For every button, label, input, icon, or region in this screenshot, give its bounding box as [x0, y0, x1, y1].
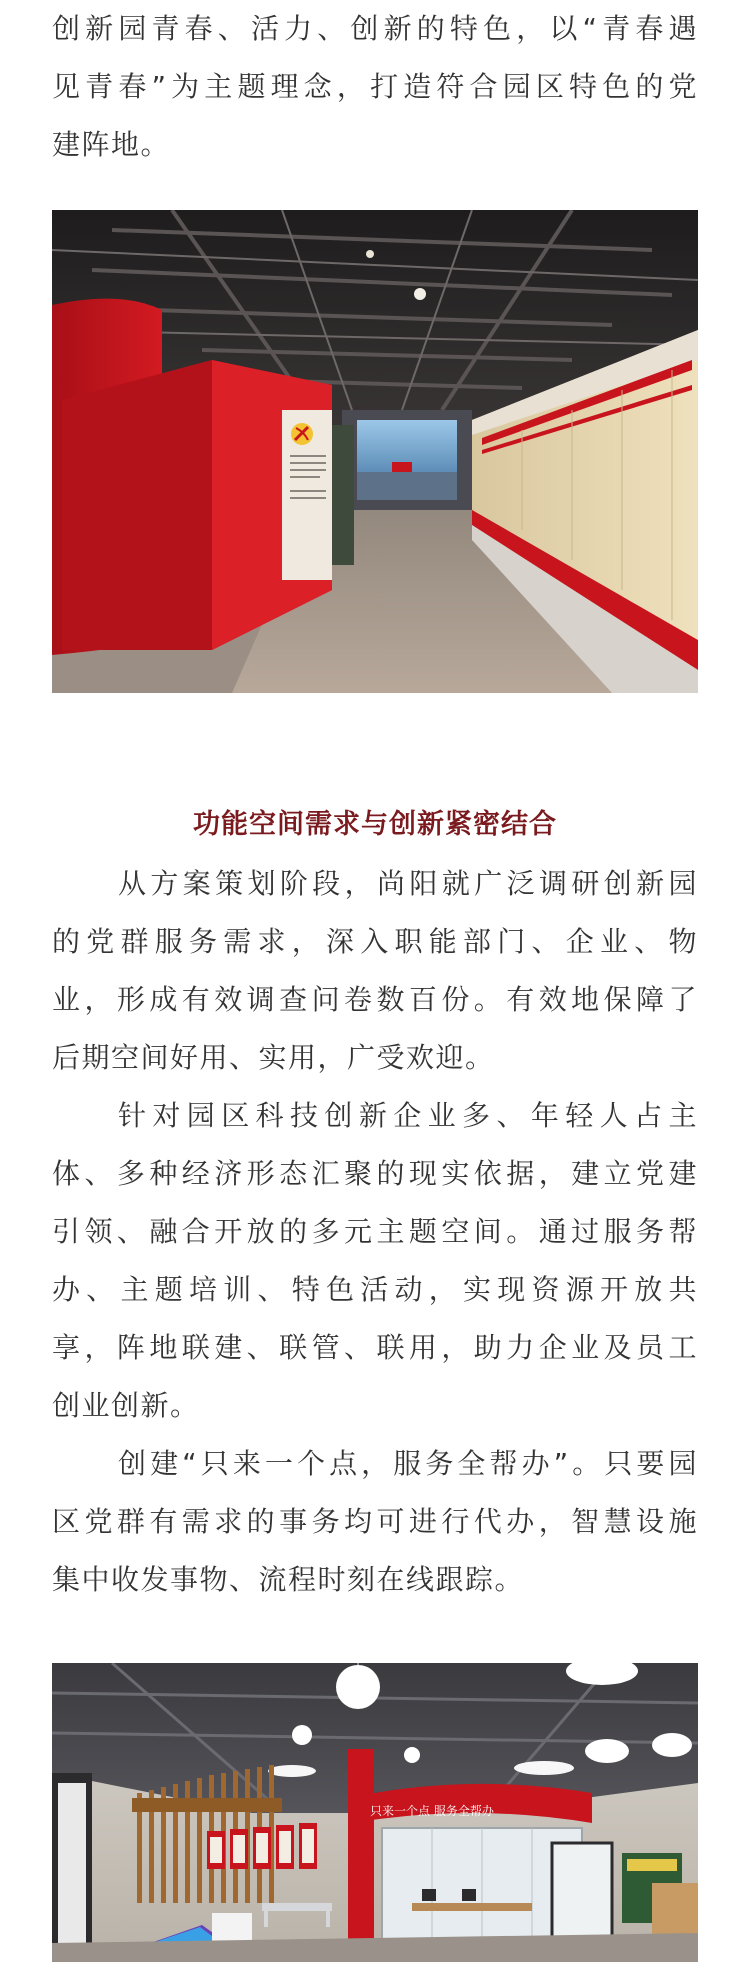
paragraph-line: 引领、融合开放的多元主题空间。通过服务帮: [52, 1215, 698, 1248]
intro-line: 创新园青春、活力、创新的特色，以“青春遇: [52, 12, 698, 45]
intro-line: 见青春”为主题理念，打造符合园区特色的党: [52, 70, 698, 103]
section-heading: 功能空间需求与创新紧密结合: [193, 809, 557, 840]
body-paragraphs: [52, 855, 698, 1609]
intro-line: 建阵地。: [52, 128, 171, 161]
paragraph-themed-space: [52, 1087, 698, 1435]
service-hall-photo: [52, 1663, 698, 1962]
paragraph-line: 后期空间好用、实用，广受欢迎。: [52, 1041, 495, 1074]
paragraph-line: 从方案策划阶段，尚阳就广泛调研创新园: [118, 867, 698, 900]
paragraph-line: 的党群服务需求，深入职能部门、企业、物: [52, 925, 698, 958]
paragraph-line: 创业创新。: [52, 1389, 200, 1422]
paragraph-line: 体、多种经济形态汇聚的现实依据，建立党建: [52, 1157, 698, 1190]
exhibition-corridor-photo: [52, 210, 698, 693]
paragraph-line: 业，形成有效调查问卷数百份。有效地保障了: [52, 983, 698, 1016]
paragraph-line: 区党群有需求的事务均可进行代办，智慧设施: [52, 1505, 698, 1538]
service-sign-text: 只来一个点 服务全帮办: [370, 1804, 494, 1818]
paragraph-line: 针对园区科技创新企业多、年轻人占主: [118, 1099, 698, 1132]
paragraph-one-stop-service: [52, 1435, 698, 1609]
intro-paragraph: [52, 0, 698, 174]
paragraph-line: 集中收发事物、流程时刻在线跟踪。: [52, 1563, 525, 1596]
paragraph-line: 创建“只来一个点，服务全帮办”。只要园: [118, 1447, 698, 1480]
paragraph-line: 办、主题培训、特色活动，实现资源开放共: [52, 1273, 698, 1306]
paragraph-research: [52, 855, 698, 1087]
paragraph-line: 享，阵地联建、联管、联用，助力企业及员工: [52, 1331, 698, 1364]
